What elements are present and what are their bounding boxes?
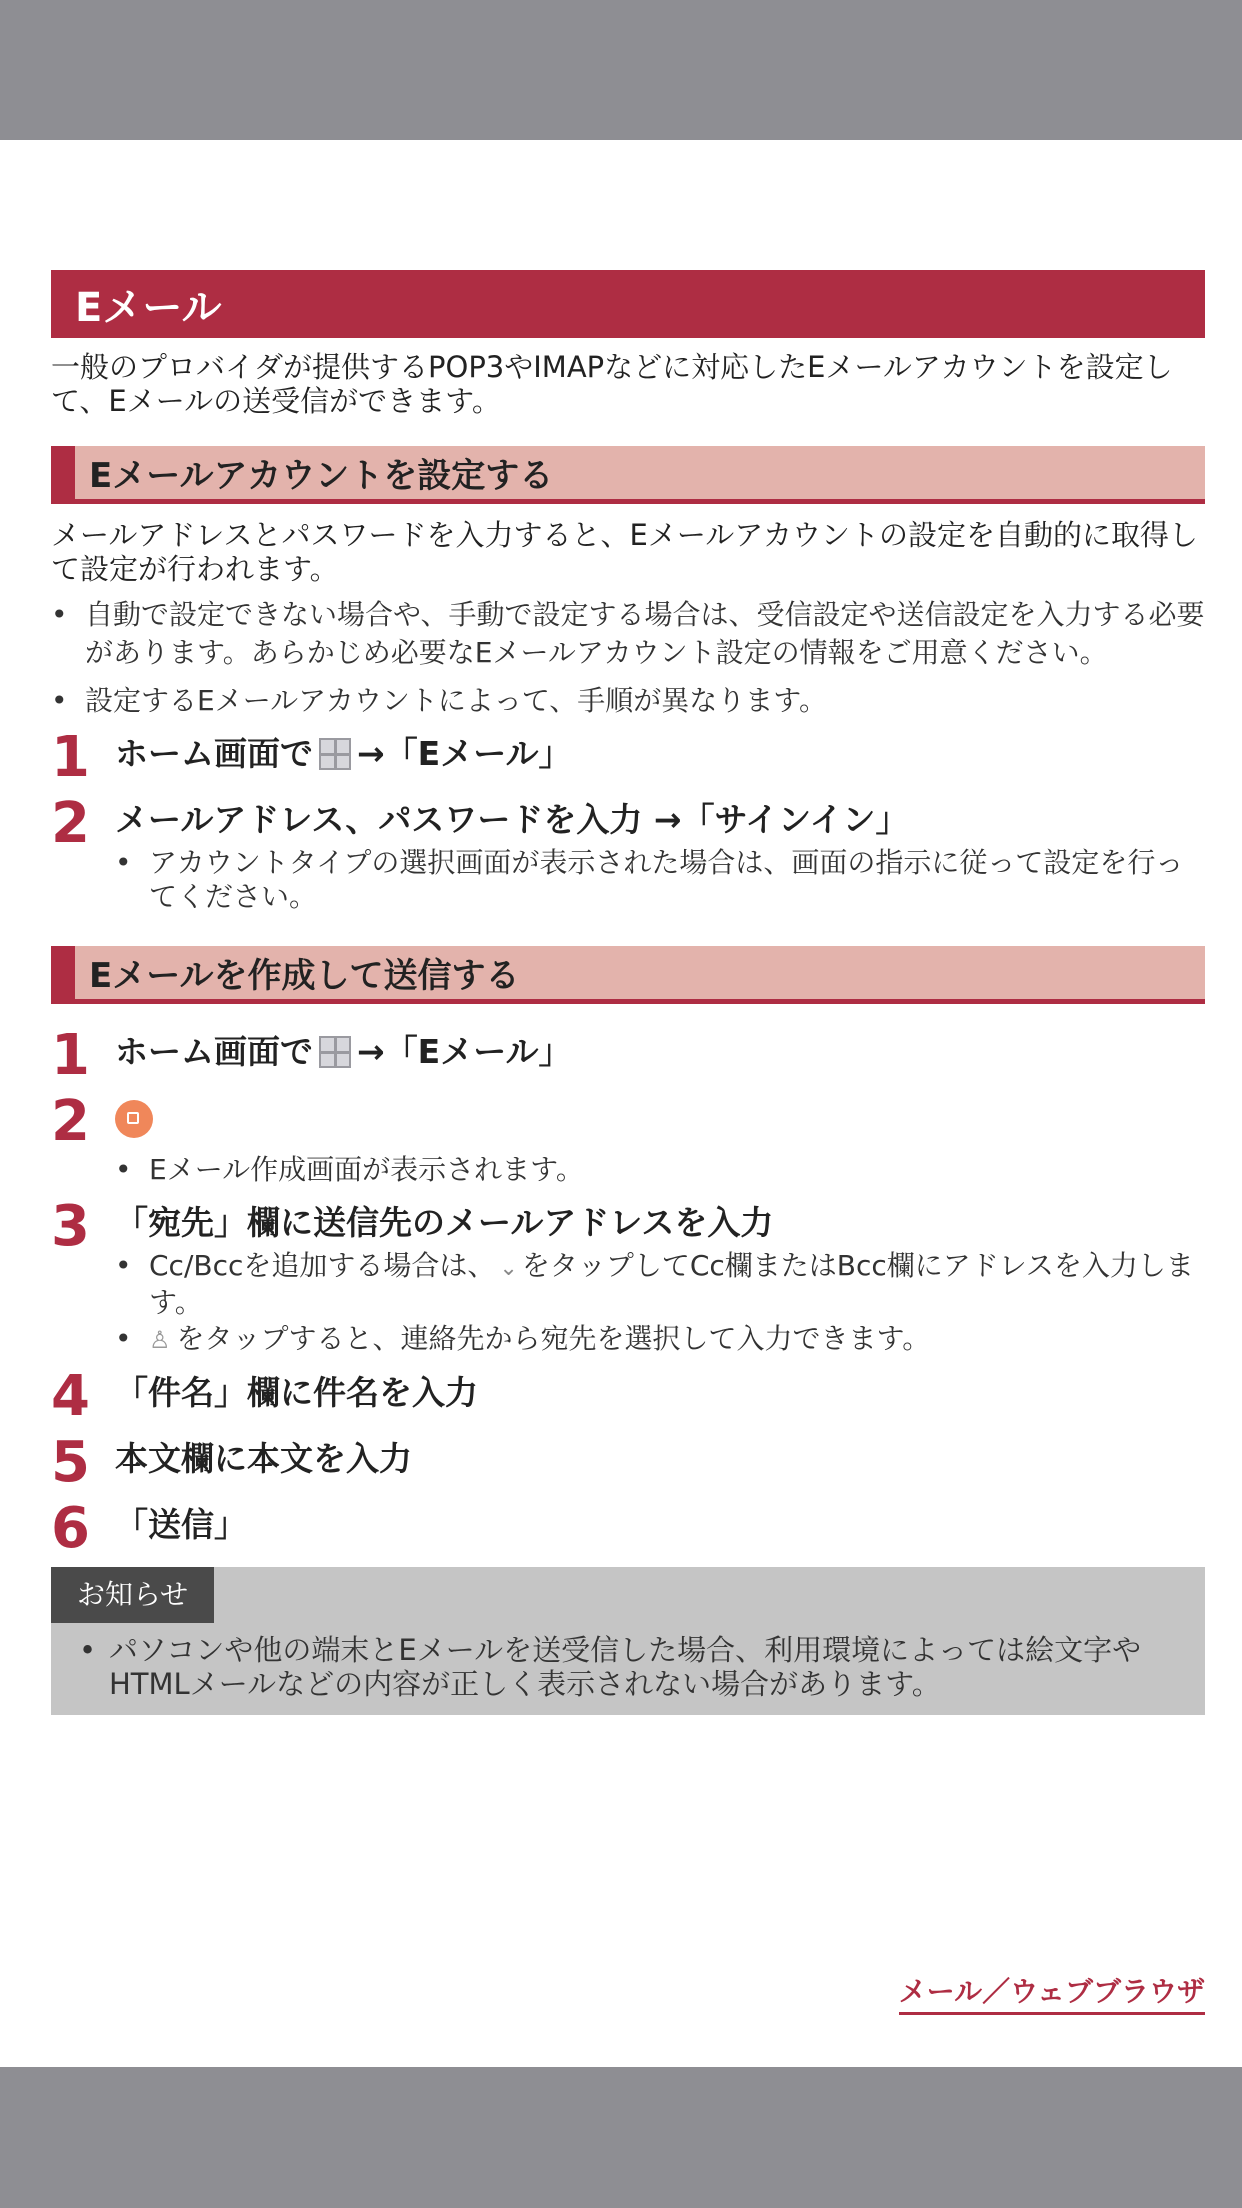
manual-page — [0, 140, 1242, 2067]
step-title: メールアドレス、パスワードを入力 →「サインイン」 — [115, 800, 909, 839]
apps-grid-icon — [319, 738, 351, 770]
step-title: 「宛先」欄に送信先のメールアドレスを入力 — [115, 1203, 774, 1242]
step-notes — [115, 846, 1205, 914]
step-title-text: →「Eメール」 — [357, 1032, 572, 1071]
chevron-down-icon: ⌄ — [499, 1256, 518, 1281]
step-6 — [51, 1496, 1205, 1561]
step-title — [115, 1028, 1205, 1076]
step-number: 1 — [51, 725, 90, 790]
page-content — [51, 270, 1205, 1715]
step-notes — [115, 1153, 1205, 1187]
bullet-list — [51, 596, 1205, 720]
step-number: 4 — [51, 1364, 90, 1429]
step-note-text: Cc/Bccを追加する場合は、 — [149, 1249, 496, 1282]
step-note — [115, 1249, 1205, 1320]
step-title-text: →「Eメール」 — [357, 734, 572, 773]
compose-icon — [115, 1100, 153, 1138]
step-3 — [51, 1194, 1205, 1359]
step-note-text: をタップすると、連絡先から宛先を選択して入力できます。 — [176, 1322, 931, 1355]
step-number: 6 — [51, 1496, 90, 1561]
section-heading-compose-send: Eメールを作成して送信する — [51, 946, 1205, 1004]
step-number: 2 — [51, 791, 90, 856]
notice-heading: お知らせ — [51, 1567, 214, 1623]
step-title: 「送信」 — [115, 1505, 247, 1544]
step-title: 「件名」欄に件名を入力 — [115, 1373, 478, 1412]
step-2 — [51, 1089, 1205, 1189]
apps-grid-icon — [319, 1036, 351, 1068]
step-notes — [115, 1249, 1205, 1357]
bullet-item: • 自動で設定できない場合や、手動で設定する場合は、受信設定や送信設定を入力する必要があります。あらかじめ必要なEメールアカウント設定の情報をご用意ください。 — [51, 596, 1205, 672]
notice-item: • パソコンや他の端末とEメールを送受信した場合、利用環境によっては絵文字やHTMLメールなどの内容が正しく表示されない場合があります。 — [79, 1633, 1177, 1701]
step-title-text: ホーム画面で — [115, 1032, 313, 1071]
notice-list — [51, 1633, 1205, 1701]
step-number: 1 — [51, 1023, 90, 1088]
step-1 — [51, 725, 1205, 790]
intro-text: 一般のプロバイダが提供するPOP3やIMAPなどに対応したEメールアカウントを設定して、Eメールの送受信ができます。 — [51, 350, 1173, 418]
step-5 — [51, 1430, 1205, 1495]
step-note: • アカウントタイプの選択画面が表示された場合は、画面の指示に従って設定を行ってください。 — [115, 846, 1205, 914]
step-title-text: ホーム画面で — [115, 734, 313, 773]
step-1 — [51, 1023, 1205, 1088]
chapter-link[interactable]: メール／ウェブブラウザ — [899, 1970, 1205, 2015]
section-heading-account-setup: Eメールアカウントを設定する — [51, 446, 1205, 504]
notice-box — [51, 1567, 1205, 1715]
step-note — [115, 1322, 1205, 1357]
contact-icon: ♙ — [149, 1326, 171, 1354]
step-note: • Eメール作成画面が表示されます。 — [115, 1153, 1205, 1187]
bullet-item: • 設定するEメールアカウントによって、手順が異なります。 — [51, 682, 1205, 720]
step-title — [115, 1094, 1205, 1151]
step-2 — [51, 791, 1205, 916]
page-title: Eメール — [51, 270, 1205, 338]
step-title: 本文欄に本文を入力 — [115, 1439, 412, 1478]
section-paragraph: メールアドレスとパスワードを入力すると、Eメールアカウントの設定を自動的に取得して設定が行われます。 — [51, 518, 1199, 586]
step-number: 3 — [51, 1194, 90, 1259]
step-title — [115, 730, 1205, 778]
step-4 — [51, 1364, 1205, 1429]
step-number: 2 — [51, 1089, 90, 1154]
step-number: 5 — [51, 1430, 90, 1495]
step-note-text: をタップしてCc欄またはBcc欄にアドレスを入力します。 — [149, 1249, 1194, 1319]
